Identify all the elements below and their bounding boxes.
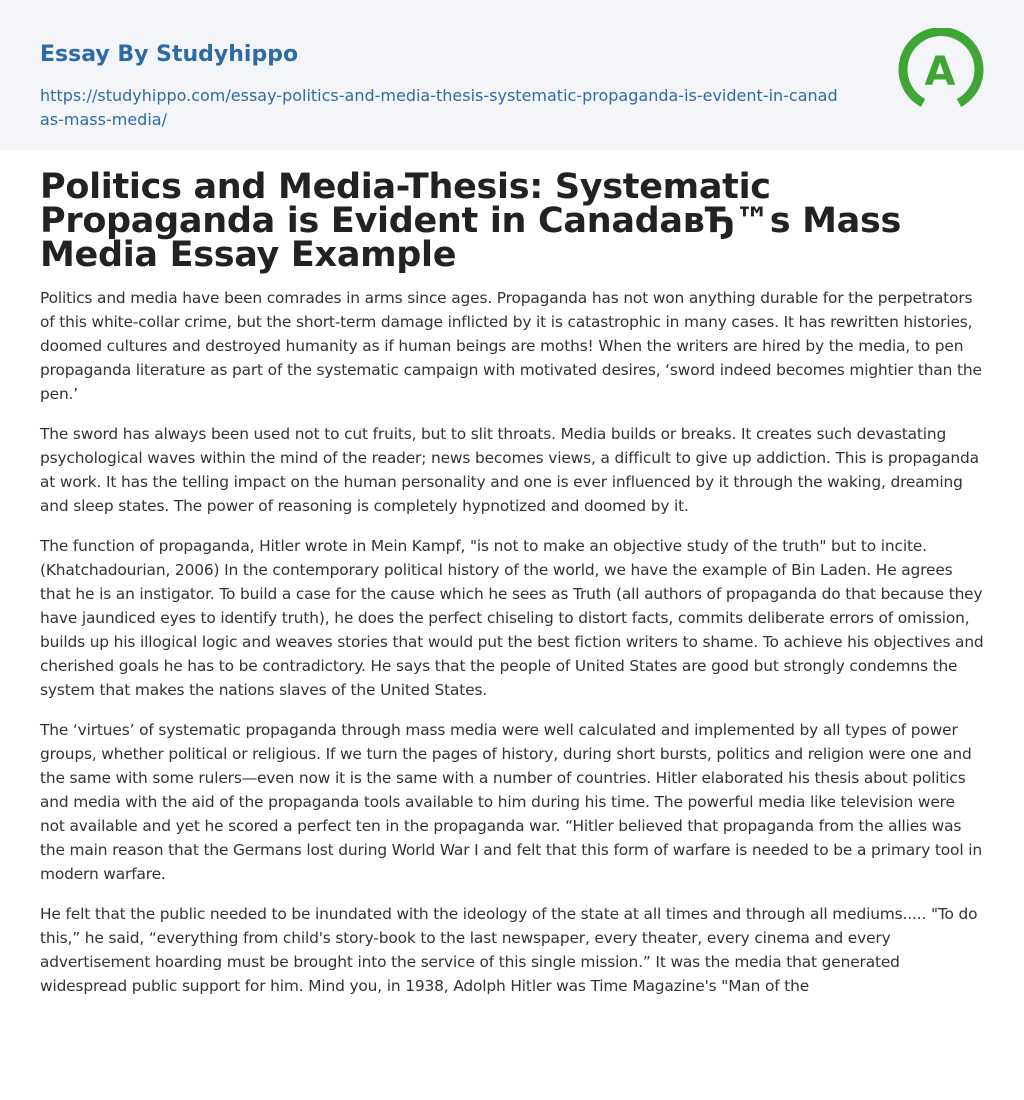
source-url-link[interactable]: https://studyhippo.com/essay-politics-and-media-thesis-systematic-propaganda-is-evident-in-canadas-mass-media/	[40, 86, 838, 129]
essay-paragraph-4: The ‘virtues’ of systematic propaganda through mass media were well calculated and implemented by all types of power groups, whether political or religious. If we turn the pages of history, during short bursts, politics and religion were one and the same with some rulers—even now it is the same with a number of countries. Hitler elaborated his thesis about politics and media with the aid of the propaganda tools available to him during his time. The powerful media like television were not available and yet he scored a perfect ten in the propaganda war. “Hitler believed that propaganda from the allies was the main reason that the Germans lost during World War I and felt that this form of warfare is needed to be a primary tool in modern warfare.	[40, 721, 982, 883]
essay-article	[0, 150, 1024, 998]
site-brand[interactable]: Essay By Studyhippo	[40, 42, 299, 67]
logo-letter: A	[924, 49, 956, 95]
essay-paragraph-3: The function of propaganda, Hitler wrote in Mein Kampf, "is not to make an objective study of the truth" but to incite. (Khatchadourian, 2006) In the contemporary political history of the world, we have the example of Bin Laden. He agrees that he is an instigator. To build a case for the cause which he sees as Truth (all authors of propaganda do that because they have jaundiced eyes to identify truth), he does the perfect chiseling to distort facts, commits deliberate errors of omission, builds up his illogical logic and weaves stories that would put the best fiction writers to shame. To achieve his objectives and cherished goals he has to be contradictory. He says that the people of United States are good but strongly condemns the system that makes the nations slaves of the United States.	[40, 537, 984, 699]
essay-title: Politics and Media-Thesis: Systematic Propaganda is Evident in CanadaвЂ™s Mass Media Essay Example	[40, 167, 902, 275]
essay-paragraph-1: Politics and media have been comrades in arms since ages. Propaganda has not won anything durable for the perpetrators of this white-collar crime, but the short-term damage inflicted by it is catastrophic in many cases. It has rewritten histories, doomed cultures and destroyed humanity as if human beings are moths! When the writers are hired by the media, to pen propaganda literature as part of the systematic campaign with motivated desires, ‘sword indeed becomes mightier than the pen.’	[40, 289, 982, 403]
essay-paragraph-2: The sword has always been used not to cut fruits, but to slit throats. Media builds or breaks. It creates such devastating psychological waves within the mind of the reader; news becomes views, a difficult to give up addiction. This is propaganda at work. It has the telling impact on the human personality and one is ever influenced by it through the waking, dreaming and sleep states. The power of reasoning is completely hypnotized and doomed by it.	[40, 425, 979, 515]
site-header	[0, 0, 1024, 150]
studyhippo-logo-icon[interactable]	[896, 28, 986, 118]
essay-paragraph-5: He felt that the public needed to be inundated with the ideology of the state at all times and through all mediums..... "To do this,” he said, “everything from child's story-book to the last newspaper, every theater, every cinema and every advertisement hoarding must be brought into the service of this single mission.” It was the media that generated widespread public support for him. Mind you, in 1938, Adolph Hitler was Time Magazine's "Man of the	[40, 905, 978, 995]
